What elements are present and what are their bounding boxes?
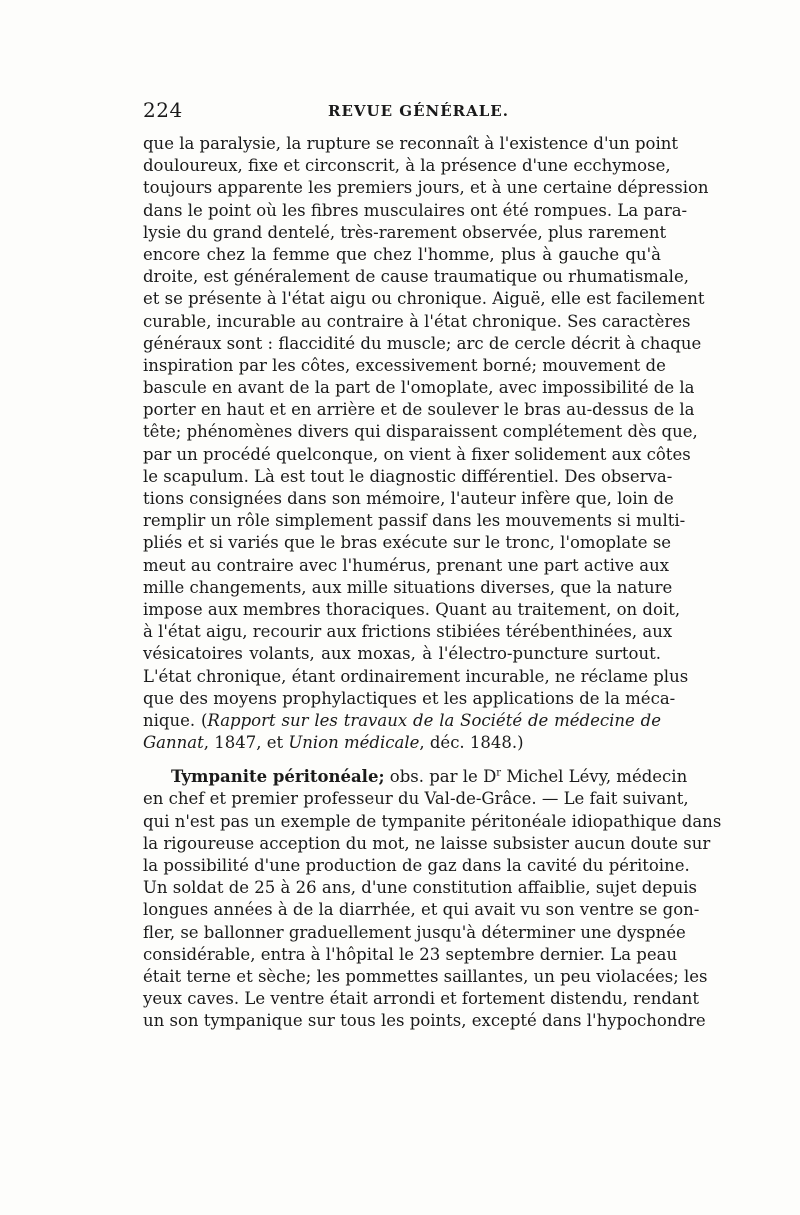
text-line: tions consignées dans son mémoire, l'auteur infère que, loin de [143, 489, 674, 508]
text-line: que des moyens prophylactiques et les applications de la méca- [143, 688, 676, 708]
citation-lead: nique. ( [143, 710, 208, 730]
text-line: longues années à de la diarrhée, et qui avait vu son ventre se gon- [143, 900, 700, 920]
text-line: dans le point où les fibres musculaires ont été rompues. La para- [143, 200, 688, 220]
text-line: en chef et premier professeur du Val-de-Grâce. — Le fait suivant, [143, 789, 689, 809]
text-line: qui n'est pas un exemple de tympanite péritonéale idiopathique dans [143, 811, 722, 831]
paragraph-tympanite [143, 766, 722, 1032]
author-name: Michel Lévy, médecin [501, 767, 688, 787]
running-title: REVUE GÉNÉRALE. [328, 102, 509, 120]
text-line: meut au contraire avec l'humérus, prenant une part active aux [143, 555, 670, 575]
text-line: un son tympanique sur tous les points, excepté dans l'hypochondre [143, 1011, 706, 1031]
citation-year: , 1847, et [203, 733, 289, 753]
text-line: fler, se ballonner graduellement jusqu'à déterminer une dyspnée [143, 922, 686, 942]
citation-line [143, 710, 661, 732]
section-first-line [143, 766, 688, 788]
title-superscript: r [496, 767, 502, 779]
text-line: droite, est généralement de cause traumatique ou rhumatismale, [143, 267, 689, 287]
text-line: inspiration par les côtes, excessivement borné; mouvement de [143, 355, 666, 375]
text-line: que la paralysie, la rupture se reconnaît à l'existence d'un point [143, 134, 679, 153]
paragraph-paralysie [143, 133, 709, 754]
text-line: la rigoureuse acception du mot, ne laisse subsister aucun doute sur [143, 833, 711, 853]
body-text [143, 133, 722, 1033]
citation-source-title: Rapport sur les travaux de la Société de médecine de [207, 710, 661, 730]
citation-date: , déc. 1848.) [419, 733, 524, 753]
text-line: bascule en avant de la part de l'omoplate, avec impossibilité de la [143, 378, 695, 398]
text-line: et se présente à l'état aigu ou chronique. Aiguë, elle est facilement [143, 289, 705, 309]
text-line: porter en haut et en arrière et de soulever le bras au-dessus de la [143, 400, 695, 420]
text-line: encore chez la femme que chez l'homme, plus à gauche qu'à [143, 244, 661, 264]
text-line: remplir un rôle simplement passif dans les mouvements si multi- [143, 511, 686, 531]
text-line: toujours apparente les premiers jours, et à une certaine dépression [143, 178, 709, 198]
text-line: mille changements, aux mille situations diverses, que la nature [143, 577, 673, 597]
text-line: la possibilité d'une production de gaz dans la cavité du péritoine. [143, 856, 690, 875]
text-line: Un soldat de 25 à 26 ans, d'une constitution affaiblie, sujet depuis [143, 878, 697, 898]
text-line: était terne et sèche; les pommettes saillantes, un peu violacées; les [143, 966, 708, 986]
text-line: lysie du grand dentelé, très-rarement observée, plus rarement [143, 222, 667, 242]
text-line: L'état chronique, étant ordinairement incurable, ne réclame plus [143, 666, 689, 686]
text-line: curable, incurable au contraire à l'état chronique. Ses caractères [143, 311, 691, 331]
text-line: généraux sont : flaccidité du muscle; arc de cercle décrit à chaque [143, 333, 702, 353]
citation-journal: Union médicale [288, 733, 420, 753]
section-heading: Tympanite péritonéale; [171, 767, 385, 787]
text-line: à l'état aigu, recourir aux frictions stibiées térébenthinées, aux [143, 622, 673, 642]
text-line: par un procédé quelconque, on vient à fixer solidement aux côtes [143, 444, 691, 464]
text-line: le scapulum. Là est tout le diagnostic différentiel. Des observa- [143, 466, 673, 486]
page-number: 224 [143, 98, 183, 122]
citation-line-end [143, 732, 661, 754]
text-line: impose aux membres thoraciques. Quant au traitement, on doit, [143, 599, 681, 619]
text-line: pliés et si variés que le bras exécute sur le tronc, l'omoplate se [143, 533, 672, 553]
paragraph-gap [143, 754, 661, 766]
running-header [143, 98, 661, 126]
text-line: yeux caves. Le ventre était arrondi et fortement distendu, rendant [143, 989, 700, 1009]
text-line: considérable, entra à l'hôpital le 23 septembre dernier. La peau [143, 944, 678, 964]
citation-place: Gannat [143, 733, 204, 753]
text-line: douloureux, fixe et circonscrit, à la présence d'une ecchymose, [143, 156, 671, 176]
text-line: tête; phénomènes divers qui disparaissent complétement dès que, [143, 422, 698, 442]
text-line: vésicatoires volants, aux moxas, à l'électro-puncture surtout. [143, 644, 661, 664]
author-lead: obs. par le D [384, 767, 497, 787]
